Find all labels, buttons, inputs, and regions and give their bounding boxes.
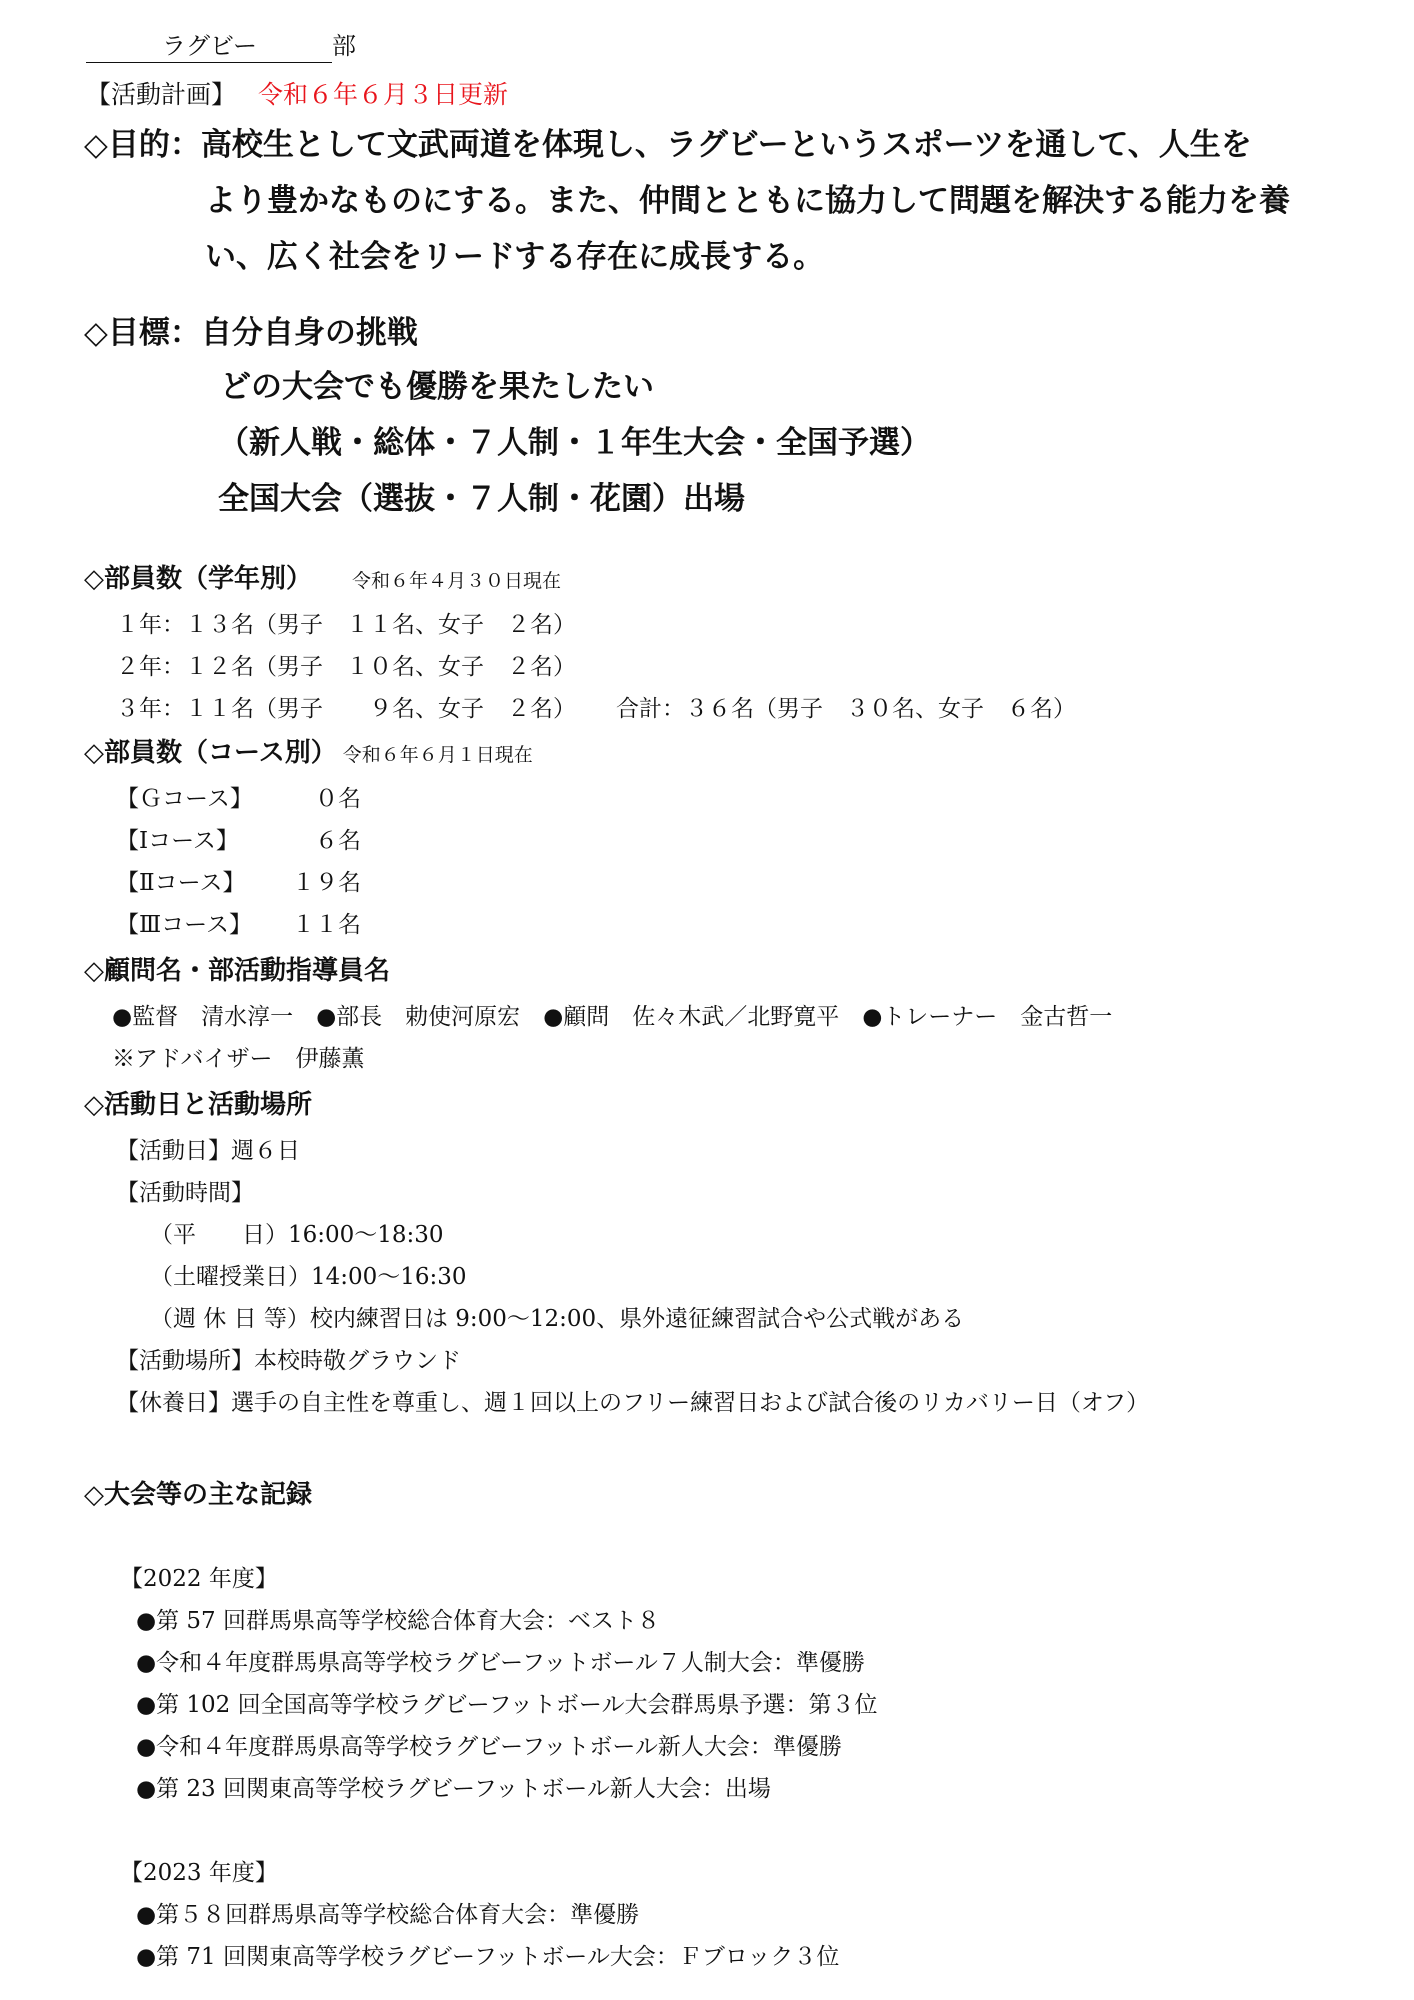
course-row-g bbox=[116, 788, 361, 811]
course-label: 【Ⅰコース】 bbox=[116, 828, 239, 854]
members-grade-as-of: 令和６年４月３０日現在 bbox=[352, 570, 562, 592]
purpose-text-1: 高校生として文武両道を体現し、ラグビーというスポーツを通して、人生を bbox=[200, 127, 1252, 163]
staff-line-1: ●監督 清水淳一 ●部長 勅使河原宏 ●顧問 佐々木武／北野寛平 ●トレーナー 金古哲一 bbox=[112, 1004, 1113, 1030]
members-grade-row-1: １年：１３名（男子 １１名、女子 ２名） bbox=[116, 612, 576, 638]
records-2023-label: 【2023 年度】 bbox=[120, 1860, 278, 1886]
members-course-as-of: 令和６年６月１日現在 bbox=[342, 744, 533, 766]
course-row-1 bbox=[116, 830, 361, 853]
activity-weekday: （平 日）16:00～18:30 bbox=[150, 1222, 444, 1248]
purpose-text-2: より豊かなものにする。また、仲間とともに協力して問題を解決する能力を養 bbox=[205, 183, 1290, 219]
activity-heading: ◇活動日と活動場所 bbox=[84, 1090, 312, 1120]
course-count: ０名 bbox=[315, 786, 361, 812]
course-label: 【Ⅱコース】 bbox=[116, 870, 246, 896]
records-heading: ◇大会等の主な記録 bbox=[84, 1480, 312, 1510]
update-date: 令和６年６月３日更新 bbox=[258, 80, 509, 109]
members-total: 合計：３６名（男子 ３０名、女子 ６名） bbox=[616, 696, 1076, 722]
course-row-3 bbox=[116, 914, 361, 937]
club-name: ラグビー bbox=[86, 34, 332, 63]
goal-text-1: 自分自身の挑戦 bbox=[200, 315, 418, 351]
club-suffix: 部 bbox=[332, 32, 356, 60]
members-grade-row-3-text: ３年：１１名（男子 ９名、女子 ２名） bbox=[116, 696, 576, 722]
members-grade-heading-line bbox=[84, 566, 561, 592]
goal-line-1 bbox=[84, 315, 418, 351]
members-grade-heading: ◇部員数（学年別） bbox=[84, 564, 312, 594]
members-course-heading: ◇部員数（コース別） bbox=[84, 738, 337, 768]
records-2022-label: 【2022 年度】 bbox=[120, 1566, 278, 1592]
staff-line-2: ※アドバイザー 伊藤薫 bbox=[112, 1046, 365, 1072]
record-item: ●令和４年度群馬県高等学校ラグビーフットボール新人大会：準優勝 bbox=[136, 1734, 842, 1760]
record-item: ●第 71 回関東高等学校ラグビーフットボール大会：Ｆブロック３位 bbox=[136, 1944, 840, 1970]
course-count: １１名 bbox=[292, 912, 361, 938]
course-row-2 bbox=[116, 872, 361, 895]
purpose-label: ◇目的： bbox=[84, 127, 201, 163]
goal-text-4: 全国大会（選抜・７人制・花園）出場 bbox=[218, 481, 745, 517]
course-count: ６名 bbox=[315, 828, 361, 854]
activity-place: 【活動場所】本校時敬グラウンド bbox=[116, 1348, 461, 1374]
members-grade-row-3 bbox=[116, 698, 1076, 721]
record-item: ●令和４年度群馬県高等学校ラグビーフットボール７人制大会：準優勝 bbox=[136, 1650, 865, 1676]
activity-holiday: （週 休 日 等）校内練習日は 9:00～12:00、県外遠征練習試合や公式戦がある bbox=[150, 1306, 965, 1332]
activity-days: 【活動日】週６日 bbox=[116, 1138, 300, 1164]
course-label: 【Ｇコース】 bbox=[116, 786, 253, 812]
record-item: ●第 57 回群馬県高等学校総合体育大会：ベスト８ bbox=[136, 1608, 660, 1634]
purpose-line-1 bbox=[84, 127, 1252, 163]
course-label: 【Ⅲコース】 bbox=[116, 912, 253, 938]
members-grade-row-2: ２年：１２名（男子 １０名、女子 ２名） bbox=[116, 654, 576, 680]
activity-saturday: （土曜授業日）14:00～16:30 bbox=[150, 1264, 467, 1290]
goal-text-3: （新人戦・総体・７人制・１年生大会・全国予選） bbox=[218, 425, 931, 461]
staff-heading: ◇顧問名・部活動指導員名 bbox=[84, 956, 390, 986]
activity-time-label: 【活動時間】 bbox=[116, 1180, 254, 1206]
course-count: １９名 bbox=[292, 870, 361, 896]
activity-rest: 【休養日】選手の自主性を尊重し、週１回以上のフリー練習日および試合後のリカバリー日（オフ） bbox=[116, 1390, 1150, 1416]
plan-line bbox=[86, 82, 508, 107]
purpose-text-3: い、広く社会をリードする存在に成長する。 bbox=[205, 239, 825, 275]
goal-text-2: どの大会でも優勝を果たしたい bbox=[220, 369, 654, 405]
record-item: ●第５８回群馬県高等学校総合体育大会：準優勝 bbox=[136, 1902, 640, 1928]
record-item: ●第 102 回全国高等学校ラグビーフットボール大会群馬県予選：第３位 bbox=[136, 1692, 878, 1718]
club-name-line bbox=[86, 34, 356, 63]
members-course-heading-line bbox=[84, 740, 533, 766]
plan-label: 【活動計画】 bbox=[86, 80, 237, 109]
record-item: ●第 23 回関東高等学校ラグビーフットボール新人大会：出場 bbox=[136, 1776, 771, 1802]
goal-label: ◇目標： bbox=[84, 315, 201, 351]
